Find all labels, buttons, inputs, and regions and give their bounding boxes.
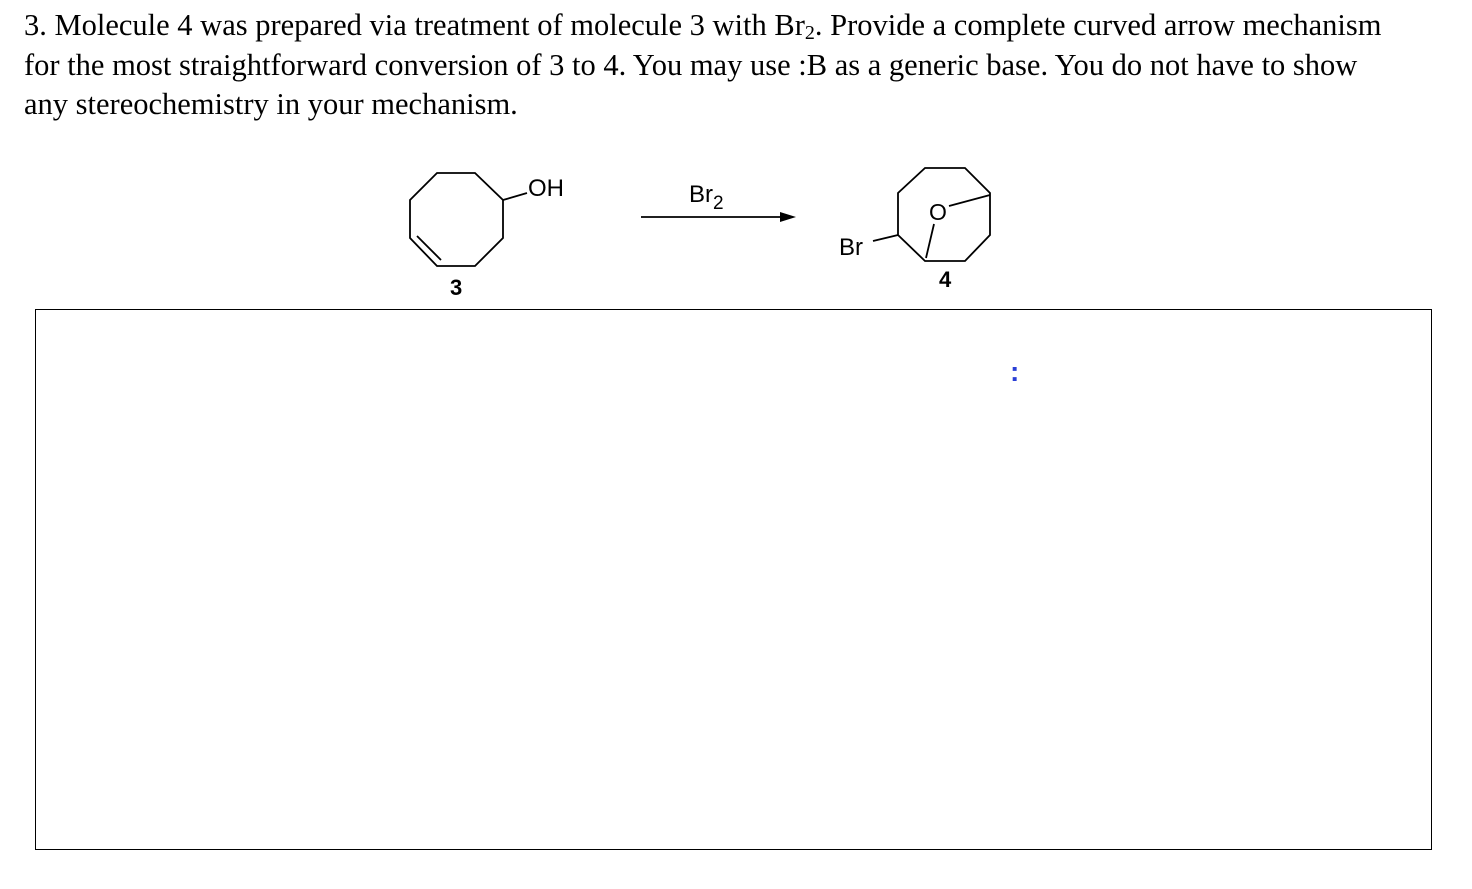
lone-pair-mark[interactable]: : — [1010, 356, 1020, 387]
reaction-arrow-head — [780, 212, 796, 222]
cyclooctene-ring — [410, 173, 503, 266]
molecule-3-structure — [410, 173, 527, 266]
reactant-oh-group: OH — [528, 175, 564, 202]
question-line-3: any stereochemistry in your mechanism. — [24, 87, 518, 121]
product-oxygen: O — [929, 199, 947, 225]
question-text — [24, 6, 1454, 125]
question-line-1: 3. Molecule 4 was prepared via treatment of molecule 3 with $Br_2$. Provide a complete curved arrow mechanism — [24, 8, 1382, 44]
reactant-label: 3 — [450, 275, 463, 300]
ether-bond-left — [926, 224, 934, 258]
reagent-label: $Br_2$ — [689, 181, 724, 214]
product-label: 4 — [939, 267, 952, 292]
ch2-bond — [503, 193, 527, 200]
br-bond — [873, 235, 898, 241]
reaction-scheme — [0, 140, 1472, 310]
ether-bond-right — [949, 195, 990, 206]
question-line-2: for the most straightforward conversion of 3 to 4. You may use :B as a generic base. You do not have to show — [24, 47, 1358, 82]
product-br-substituent: Br — [839, 234, 863, 261]
answer-drawing-area[interactable] — [35, 309, 1432, 850]
